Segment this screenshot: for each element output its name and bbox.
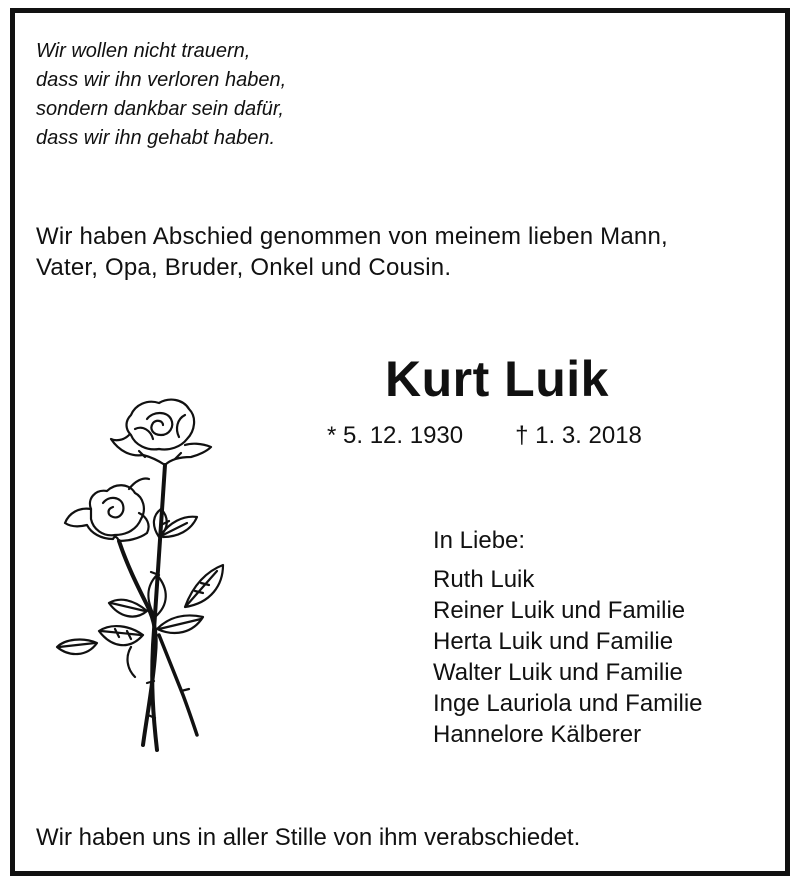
deceased-name: Kurt Luik <box>385 351 609 407</box>
closing-text: Wir haben uns in aller Stille von ihm verabschiedet. <box>36 824 581 851</box>
intro-line: Wir haben Abschied genommen von meinem lieben Mann, <box>36 223 668 250</box>
mourner-name: Herta Luik und Familie <box>433 628 674 655</box>
poem <box>36 37 286 153</box>
rose-icon <box>35 385 225 765</box>
mourner-name: Hannelore Kälberer <box>433 721 642 748</box>
mourner-name: Reiner Luik und Familie <box>433 597 686 624</box>
birth-date: * 5. 12. 1930 <box>327 422 464 449</box>
death-date: † 1. 3. 2018 <box>515 422 642 449</box>
intro-line: Vater, Opa, Bruder, Onkel und Cousin. <box>36 254 452 281</box>
poem-line: dass wir ihn gehabt haben. <box>36 127 276 149</box>
obituary-notice <box>10 8 790 876</box>
mourners-heading: In Liebe: <box>433 527 526 554</box>
life-dates <box>327 421 642 451</box>
poem-line: Wir wollen nicht trauern, <box>36 40 251 62</box>
poem-line: dass wir ihn verloren haben, <box>36 69 287 91</box>
mourner-name: Ruth Luik <box>433 566 535 593</box>
mourners-list <box>433 525 703 750</box>
mourner-name: Walter Luik und Familie <box>433 659 683 686</box>
intro-text <box>36 221 776 283</box>
mourner-name: Inge Lauriola und Familie <box>433 690 703 717</box>
poem-line: sondern dankbar sein dafür, <box>36 98 284 120</box>
